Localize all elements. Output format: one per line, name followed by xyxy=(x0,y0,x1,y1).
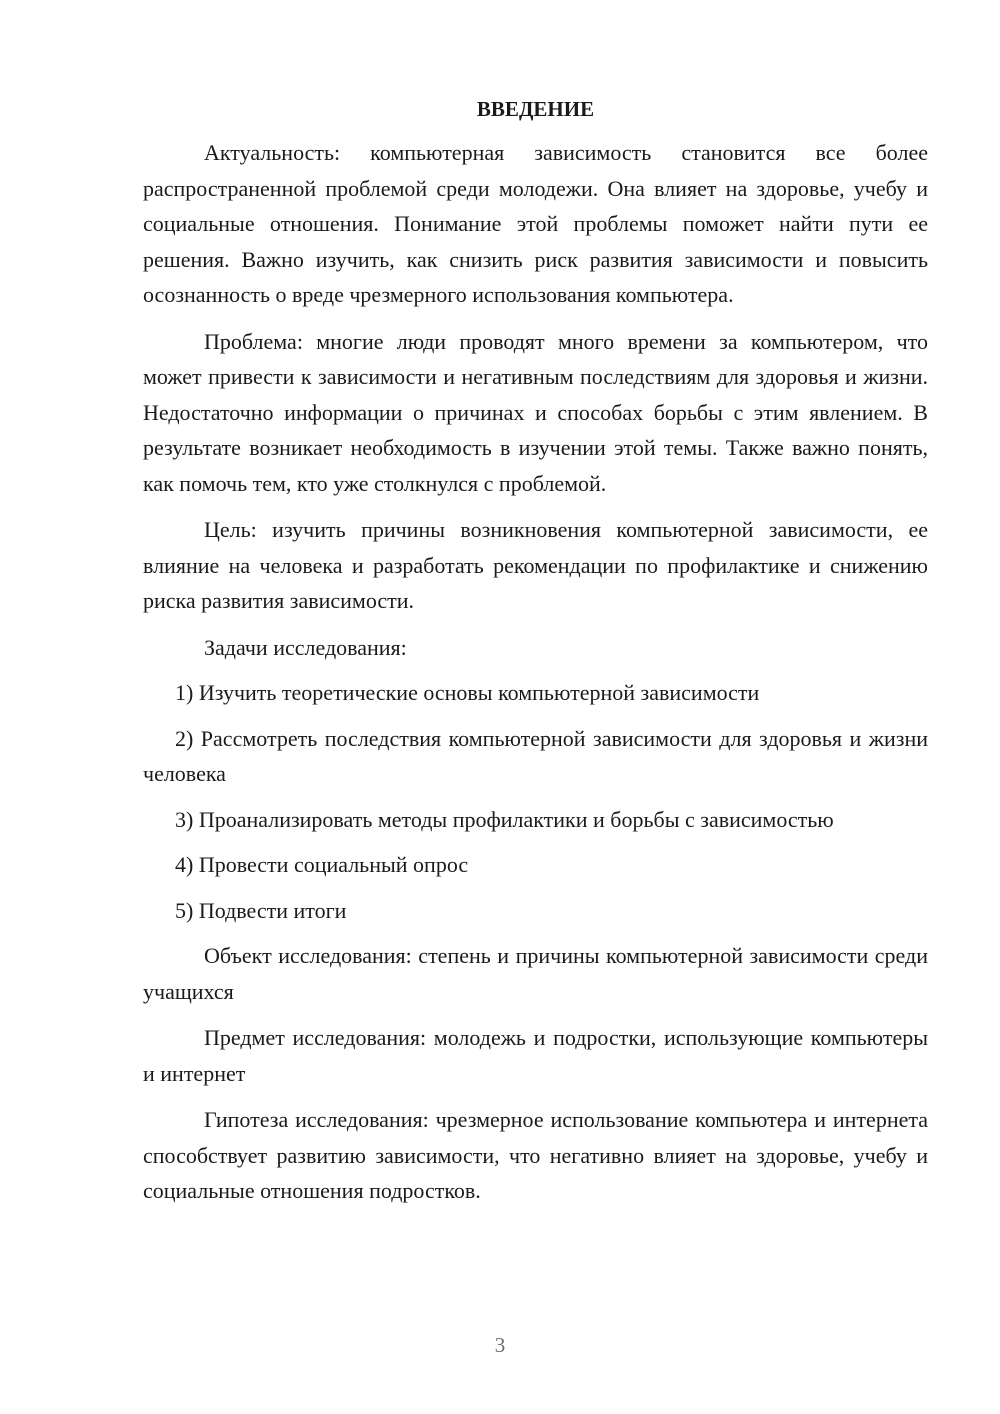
object-paragraph: Объект исследования: степень и причины компьютерной зависимости среди учащихся xyxy=(143,943,928,1004)
task-item: 5) Подвести итоги xyxy=(175,897,347,923)
task-item: 3) Проанализировать методы профилактики и борьбы с зависимостью xyxy=(175,806,834,832)
tasks-list xyxy=(143,675,928,928)
task-item: 4) Провести социальный опрос xyxy=(175,852,469,877)
task-item: 2) Рассмотреть последствия компьютерной зависимости для здоровья и жизни человека xyxy=(143,725,928,786)
goal-paragraph: Цель: изучить причины возникновения компьютерной зависимости, ее влияние на человека и разработать рекомендации по профилактике и снижению риска развития зависимости. xyxy=(143,517,928,613)
hypothesis-paragraph: Гипотеза исследования: чрезмерное использование компьютера и интернета способствует развитию зависимости, что негативно влияет на здоровье, учебу и социальные отношения подростков. xyxy=(143,1107,928,1203)
problem-paragraph: Проблема: многие люди проводят много времени за компьютером, что может привести к зависимости и негативным последствиям для здоровья и жизни. Недостаточно информации о причинах и способах борьбы с этим явлением. В результате возникает необходимость в изучении этой темы. Также важно понять, как помочь тем, кто уже столкнулся с проблемой. xyxy=(143,328,928,496)
page-number: 3 xyxy=(494,1333,506,1357)
section-heading: ВВЕДЕНИЕ xyxy=(476,97,595,121)
subject-paragraph: Предмет исследования: молодежь и подростки, использующие компьютеры и интернет xyxy=(143,1025,928,1086)
relevance-paragraph: Актуальность: компьютерная зависимость становится все более распространенной проблемой среди молодежи. Она влияет на здоровье, учебу и социальные отношения. Понимание этой проблемы поможет найти пути ее решения. Важно изучить, как снизить риск развития зависимости и повысить осознанность о вреде чрезмерного использования компьютера. xyxy=(143,140,928,307)
document-page xyxy=(143,92,928,1220)
tasks-label: Задачи исследования: xyxy=(204,634,407,660)
task-item: 1) Изучить теоретические основы компьютерной зависимости xyxy=(175,680,760,705)
